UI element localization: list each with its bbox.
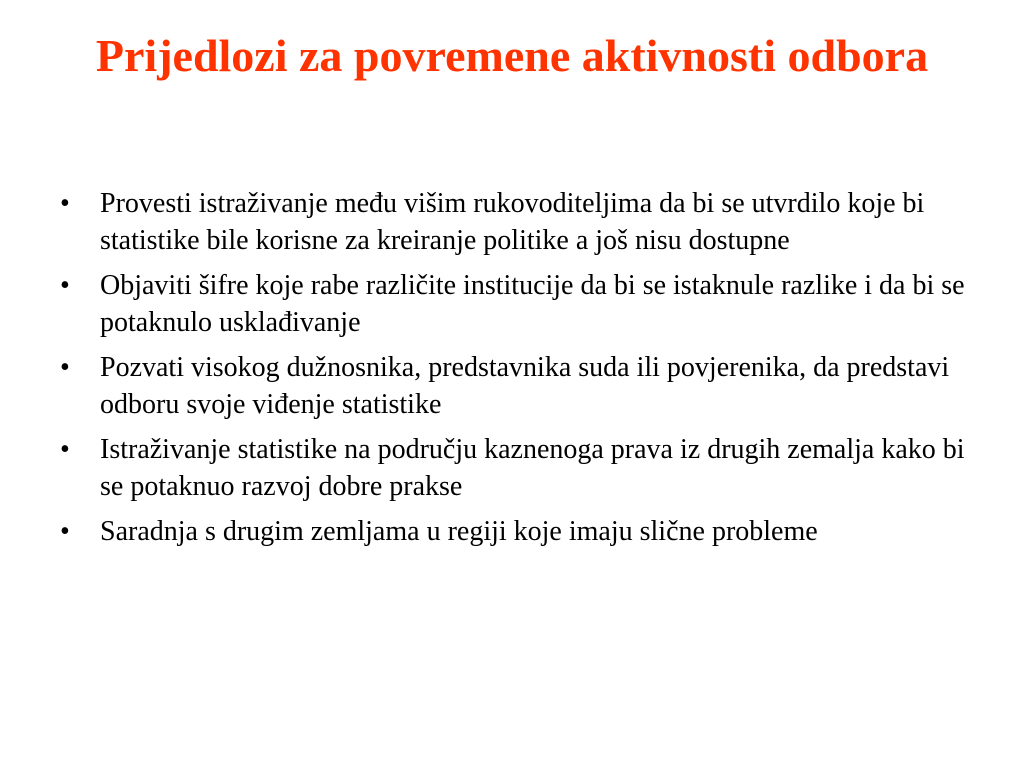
bullet-text: Saradnja s drugim zemljama u regiji koje imaju slične probleme	[100, 516, 818, 547]
bullet-item-2	[58, 268, 978, 341]
slide-title: Prijedlozi za povremene aktivnosti odbora	[95, 30, 929, 81]
bullet-text: Provesti istraživanje među višim rukovoditeljima da bi se utvrdilo koje bi statistike bile korisne za kreiranje politike a još nisu dostupne	[100, 188, 925, 256]
bullet-text: Objaviti šifre koje rabe različite institucije da bi se istaknule razlike i da bi se potaknulo usklađivanje	[100, 270, 965, 338]
bullet-item-4	[58, 432, 978, 505]
bullet-point-icon: •	[60, 434, 70, 465]
bullet-point-icon: •	[60, 188, 70, 219]
bullet-item-1	[58, 186, 978, 259]
bullet-text: Istraživanje statistike na području kaznenoga prava iz drugih zemalja kako bi se potaknuo razvoj dobre prakse	[100, 434, 965, 502]
bullet-point-icon: •	[60, 516, 70, 547]
bullet-item-3	[58, 350, 978, 423]
bullet-point-icon: •	[60, 352, 70, 383]
bullet-text: Pozvati visokog dužnosnika, predstavnika suda ili povjerenika, da predstavi odboru svoje viđenje statistike	[100, 352, 950, 420]
bullet-point-icon: •	[60, 270, 70, 301]
bullet-item-5	[58, 514, 978, 551]
bullet-list	[58, 186, 978, 560]
